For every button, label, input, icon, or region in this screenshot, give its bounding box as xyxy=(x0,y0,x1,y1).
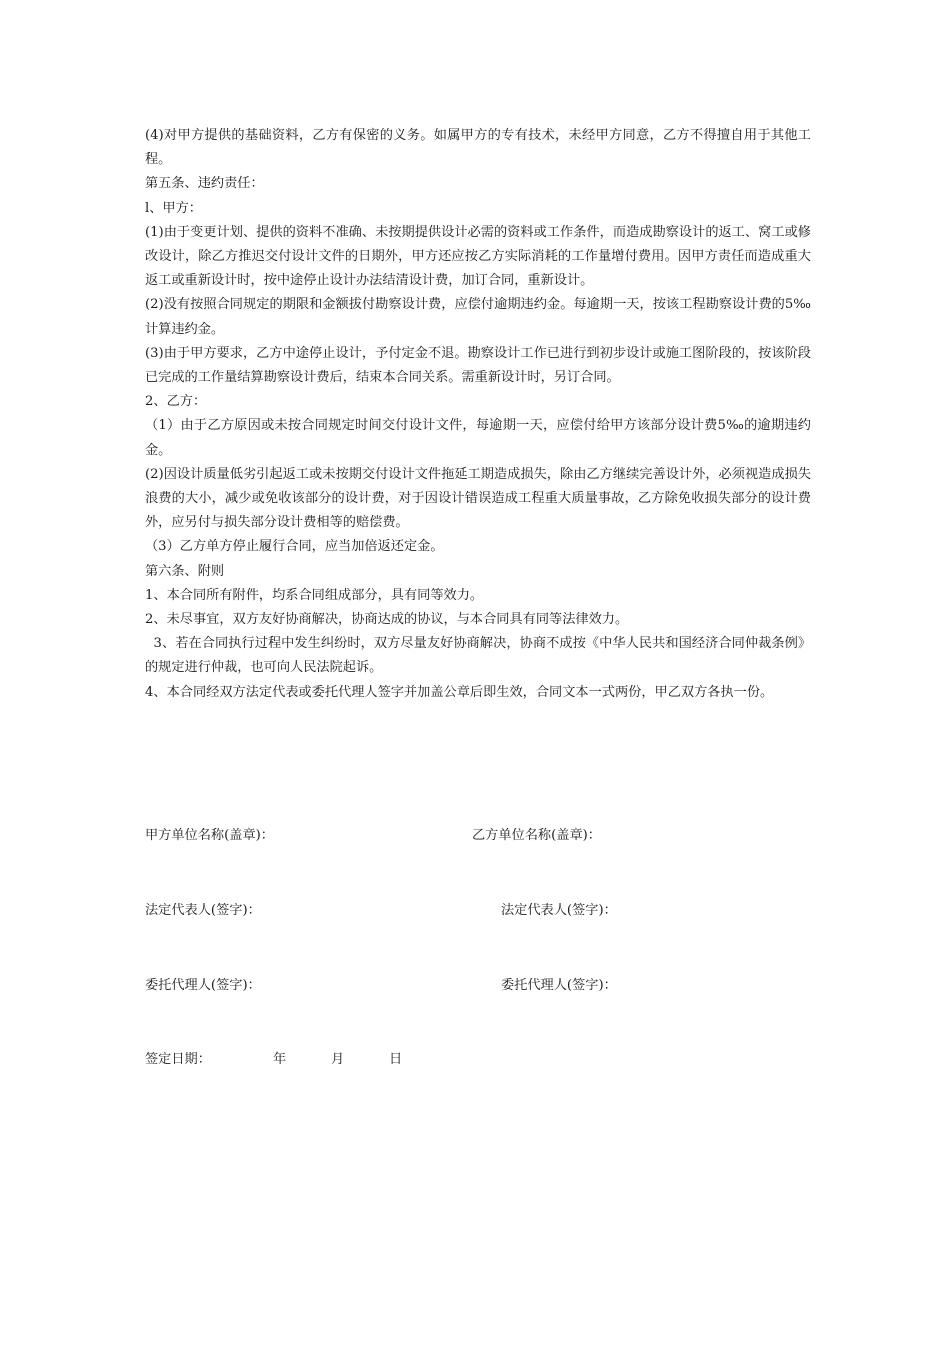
signing-date xyxy=(145,1050,402,1070)
article-5-heading: 第五条、违约责任： xyxy=(145,176,264,192)
party-a-agent-label: 委托代理人(签字)： xyxy=(145,978,261,993)
appendix-clause-3: 3、若在合同执行过程中发生纠纷时，双方尽量友好协商解决，协商不成按《中华人民共和国经济合同仲裁条例》的规定进行仲裁，也可向人民法院起诉。 xyxy=(145,636,812,676)
appendix-clause-1: 1、本合同所有附件，均系合同组成部分，具有同等效力。 xyxy=(145,587,484,603)
appendix-clause-4: 4、本合同经双方法定代表或委托代理人签字并加盖公章后即生效，合同文本一式两份，甲乙双方各执一份。 xyxy=(145,684,774,700)
party-a-unit-label: 甲方单位名称(盖章)： xyxy=(145,828,274,843)
party-b-clause-3: （3）乙方单方停止履行合同，应当加倍返还定金。 xyxy=(145,539,444,555)
article-6-heading: 第六条、附则 xyxy=(145,563,225,579)
party-a-clause-1: (1)由于变更计划、提供的资料不准确、未按期提供设计必需的资料或工作条件，而造成勘察设计的返工、窝工或修改设计，除乙方推迟交付设计文件的日期外，甲方还应按乙方实际消耗的工作量增付费用。因甲方责任而造成重大返工或重新设计时，按中途停止设计办法结清设计费，加订合同，重新设计。 xyxy=(145,224,811,289)
party-b-clause-1: （1）由于乙方原因或未按合同规定时间交付设计文件，每逾期一天，应偿付给甲方该部分设计费5‰的逾期违约金。 xyxy=(145,418,811,458)
date-month-label: 月 xyxy=(331,1052,345,1067)
date-day-label: 日 xyxy=(389,1052,403,1067)
date-year-label: 年 xyxy=(273,1052,287,1067)
party-a-clause-2: (2)没有按照合同规定的期限和金额拔付勘察设计费，应偿付逾期违约金。每逾期一天，按该工程勘察设计费的5‰计算违约金。 xyxy=(145,297,811,337)
party-b-clause-2: (2)因设计质量低劣引起返工或未按期交付设计文件拖延工期造成损失，除由乙方继续完善设计外，必须视造成损失浪费的大小，减少或免收该部分的设计费，对于因设计错误造成工程重大质量事故，乙方除免收损失部分的设计费外，应另付与损失部分设计费相等的赔偿费。 xyxy=(145,466,811,531)
party-a-rep-label: 法定代表人(签字)： xyxy=(145,903,261,918)
party-b-rep-label: 法定代表人(签字)： xyxy=(501,903,617,918)
contract-body xyxy=(145,124,811,705)
appendix-clause-2: 2、未尽事宜，双方友好协商解决，协商达成的协议，与本合同具有同等法律效力。 xyxy=(145,612,629,628)
party-b-unit-label: 乙方单位名称(盖章)： xyxy=(472,828,601,843)
party-a-clause-3: (3)由于甲方要求，乙方中途停止设计，予付定金不退。勘察设计工作已进行到初步设计或施工图阶段的，按该阶段已完成的工作量结算勘察设计费后，结束本合同关系。需重新设计时，另订合同。 xyxy=(145,345,811,386)
party-b-agent-label: 委托代理人(签字)： xyxy=(501,978,617,993)
party-b-heading: 2、乙方： xyxy=(145,394,207,410)
signing-date-label: 签定日期： xyxy=(145,1052,211,1067)
party-a-heading: l、甲方： xyxy=(145,200,202,216)
clause-4-confidentiality: (4)对甲方提供的基础资料，乙方有保密的义务。如属甲方的专有技术，未经甲方同意，乙方不得擅自用于其他工程。 xyxy=(145,128,811,168)
